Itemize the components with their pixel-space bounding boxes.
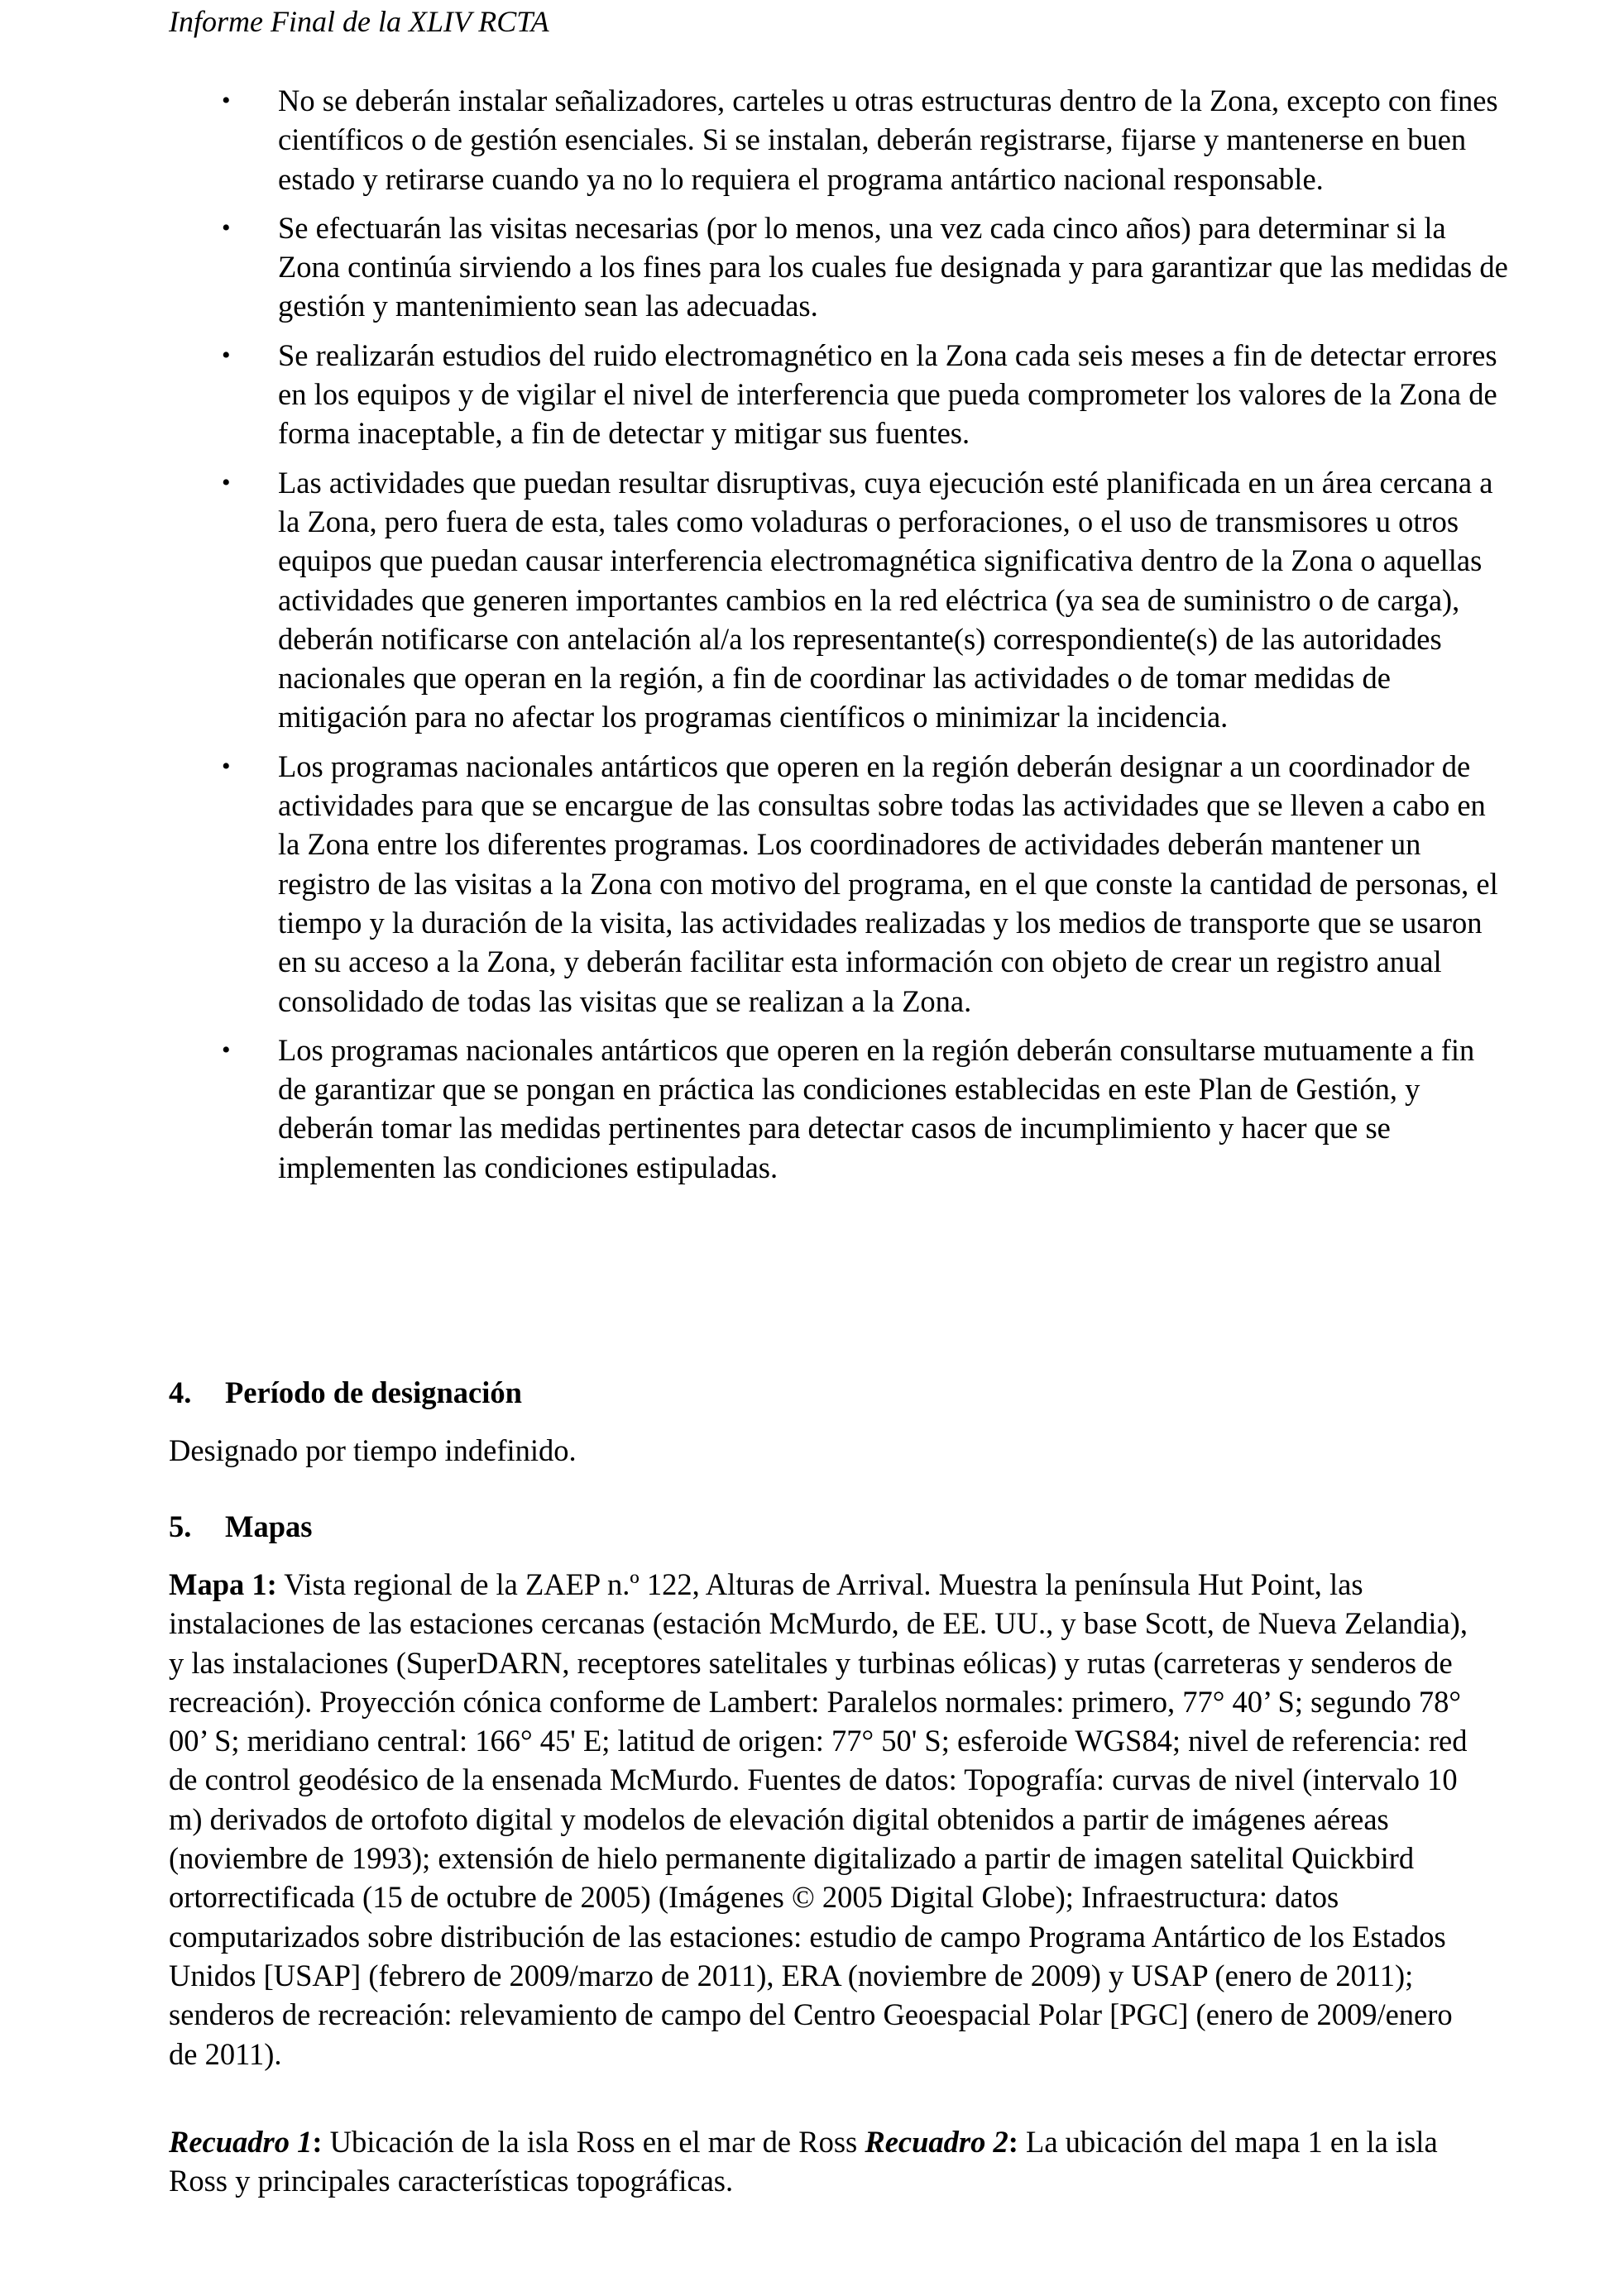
inset-1-label: Recuadro 1 xyxy=(169,2125,313,2159)
bullet-icon: • xyxy=(222,213,231,242)
section-title: Mapas xyxy=(225,1509,313,1543)
bullet-item xyxy=(169,208,1509,326)
section-4-body: Designado por tiempo indefinido. xyxy=(169,1433,577,1467)
map-1-label: Mapa 1: xyxy=(169,1567,277,1601)
bullet-text: Se efectuarán las visitas necesarias (por lo menos, una vez cada cinco años) para determinar si la Zona continúa sirviendo a los fines para los cuales fue designada y para garantizar que las medidas de gestión y mantenimiento sean las adecuadas. xyxy=(278,210,1508,323)
bullet-icon: • xyxy=(222,468,231,496)
bullet-item xyxy=(169,81,1509,199)
inset-2-colon: : xyxy=(1008,2125,1018,2159)
section-number: 4. xyxy=(169,1375,192,1409)
inset-captions xyxy=(169,2122,1469,2201)
section-number: 5. xyxy=(169,1509,192,1543)
bullet-text: Las actividades que puedan resultar disruptivas, cuya ejecución esté planificada en un área cercana a la Zona, pero fuera de esta, tales como voladuras o perforaciones, o el uso de transmisores u otros equipos que puedan causar interferencia electromagnética significativa dentro de la Zona o aquellas actividades que generen importantes cambios en la red eléctrica (ya sea de suministro o de carga), deberán notificarse con antelación al/a los representante(s) correspondiente(s) de las autoridades nacionales que operan en la región, a fin de coordinar las actividades o de tomar medidas de mitigación para no afectar los programas científicos o minimizar la incidencia. xyxy=(278,465,1493,734)
bullet-icon: • xyxy=(222,341,231,369)
bullet-icon: • xyxy=(222,1036,231,1064)
inset-1-colon: : xyxy=(312,2125,323,2159)
bullet-item xyxy=(169,463,1509,737)
bullet-icon: • xyxy=(222,87,231,114)
bullet-text: No se deberán instalar señalizadores, carteles u otras estructuras dentro de la Zona, excepto con fines científicos o de gestión esenciales. Si se instalan, deberán registrarse, fijarse y mantenerse en buen estado y retirarse cuando ya no lo requiera el programa antártico nacional responsable. xyxy=(278,84,1498,196)
bullet-item xyxy=(169,336,1509,453)
map-1-description: Vista regional de la ZAEP n.º 122, Alturas de Arrival. Muestra la península Hut Point, las instalaciones de las estaciones cercanas (estación McMurdo, de EE. UU., y base Scott, de Nueva Zelandia), y las instalaciones (SuperDARN, receptores satelitales y turbinas eólicas) y rutas (carreteras y senderos de recreación). Proyección cónica conforme de Lambert: Paralelos normales: primero, 77° 40’ S; segundo 78° 00’ S; meridiano central: 166° 45' E; latitud de origen: 77° 50' S; esferoide WGS84; nivel de referencia: red de control geodésico de la ensenada McMurdo. Fuentes de datos: Topografía: curvas de nivel (intervalo 10 m) derivados de ortofoto digital y modelos de elevación digital obtenidos a partir de imágenes aéreas (noviembre de 1993); extensión de hielo permanente digitalizado a partir de imagen satelital Quickbird ortorrectificada (15 de octubre de 2005) (Imágenes © 2005 Digital Globe); Infraestructura: datos computarizados sobre distribución de las estaciones: estudio de campo Programa Antártico de los Estados Unidos [USAP] (febrero de 2009/marzo de 2011), ERA (noviembre de 2009) y USAP (enero de 2011); senderos de recreación: relevamiento de campo del Centro Geoespacial Polar [PGC] (enero de 2009/enero de 2011). xyxy=(169,1567,1468,2071)
bullet-text: Los programas nacionales antárticos que operen en la región deberán designar a un coordinador de actividades para que se encargue de las consultas sobre todas las actividades que se lleven a cabo en la Zona entre los diferentes programas. Los coordinadores de actividades deberán mantener un registro de las visitas a la Zona con motivo del programa, en el que conste la cantidad de personas, el tiempo y la duración de la visita, las actividades realizadas y los medios de transporte que se usaron en su acceso a la Zona, y deberán facilitar esta información con objeto de crear un registro anual consolidado de todas las visitas que se realizan a la Zona. xyxy=(278,749,1498,1018)
map-1-caption xyxy=(169,1565,1469,2074)
bullet-item xyxy=(169,747,1509,1021)
section-title: Período de designación xyxy=(225,1375,522,1409)
bullet-item xyxy=(169,1031,1509,1187)
bullet-list xyxy=(169,81,1509,1197)
section-4-heading xyxy=(169,1373,522,1412)
section-5-heading xyxy=(169,1507,312,1546)
bullet-text: Los programas nacionales antárticos que operen en la región deberán consultarse mutuamente a fin de garantizar que se pongan en práctica las condiciones establecidas en este Plan de Gestión, y deberán tomar las medidas pertinentes para detectar casos de incumplimiento y hacer que se implementen las condiciones estipuladas. xyxy=(278,1032,1475,1184)
bullet-icon: • xyxy=(222,752,231,780)
bullet-text: Se realizarán estudios del ruido electromagnético en la Zona cada seis meses a fin de detectar errores en los equipos y de vigilar el nivel de interferencia que pueda comprometer los valores de la Zona de forma inaceptable, a fin de detectar y mitigar sus fuentes. xyxy=(278,337,1497,451)
inset-2-description: La ubicación del mapa 1 en la isla Ross y principales características topográficas. xyxy=(169,2125,1438,2198)
inset-1-description: Ubicación de la isla Ross en el mar de Ross xyxy=(322,2125,865,2159)
running-header: Informe Final de la XLIV RCTA xyxy=(169,5,549,38)
inset-2-label: Recuadro 2 xyxy=(865,2125,1008,2159)
